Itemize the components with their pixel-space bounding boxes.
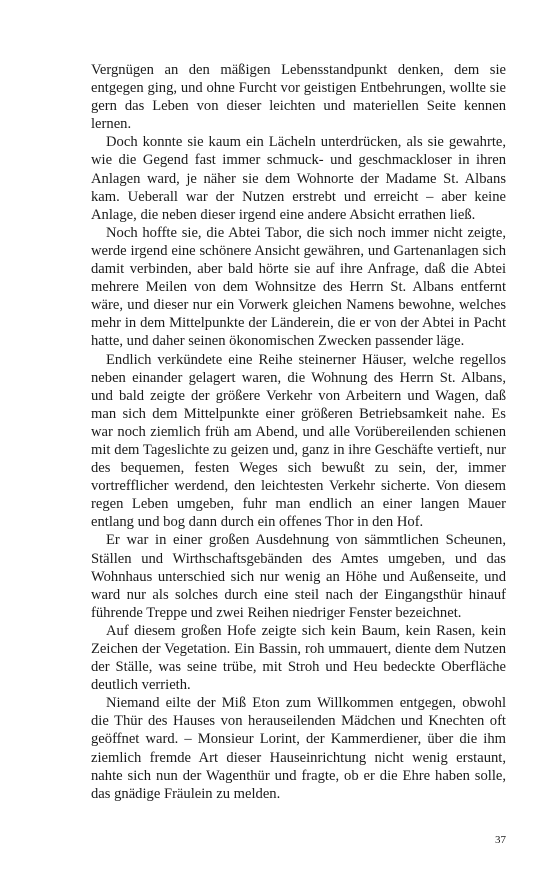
paragraph-6: Auf diesem großen Hofe zeigte sich kein Baum, kein Rasen, kein Zeichen der Vegetation. Ein Bassin, roh ummauert, diente dem Nutzen der Ställe, was seine trübe, mit Stroh und Heu bedeckte Oberfläche deutlich verrieth. — [91, 622, 506, 694]
page-body — [91, 61, 506, 803]
page-number: 37 — [495, 834, 506, 846]
paragraph-3: Noch hoffte sie, die Abtei Tabor, die sich noch immer nicht zeigte, werde irgend eine schönere Ansicht gewähren, und Gartenanlagen sich damit verbinden, aber bald hörte sie auf ihre Anfrage, daß die Abtei mehrere Meilen von dem Wohnsitze des Herrn St. Albans entfernt wäre, und dieser nur ein Vorwerk gleichen Namens bewohne, welches mehr in dem Mittelpunkte der Länderein, die er von der Abtei in Pacht hatte, und daher seinen ökonomischen Zwecken passender läge. — [91, 224, 506, 350]
paragraph-1: Vergnügen an den mäßigen Lebensstandpunkt denken, dem sie entgegen ging, und ohne Furcht vor geistigen Entbehrungen, wollte sie gern das Leben von dieser leichten und materiellen Seite kennen lernen. — [91, 62, 506, 133]
paragraph-5: Er war in einer großen Ausdehnung von sämmtlichen Scheunen, Ställen und Wirthschaftsgebänden des Amtes umgeben, und das Wohnhaus unterschied sich nur wenig an Höhe und Außenseite, und ward nur als solches durch eine steil nach der Eingangsthür hinauf führende Treppe und zwei Reihen niedriger Fenster bezeichnet. — [91, 532, 506, 621]
paragraph-7: Niemand eilte der Miß Eton zum Willkommen entgegen, obwohl die Thür des Hauses von herauseilenden Mädchen und Knechten oft geöffnet ward. – Monsieur Lorint, der Kammerdiener, über die ihm ziemlich fremde Art dieser Hauseinrichtung nicht wenig erstaunt, nahte sich nun der Wagenthür und fragte, ob er die Ehre haben solle, das gnädige Fräulein zu melden. — [91, 695, 506, 802]
paragraph-2: Doch konnte sie kaum ein Lächeln unterdrücken, als sie gewahrte, wie die Gegend fast immer schmuck- und geschmackloser in ihren Anlagen ward, je näher sie dem Wohnorte der Madame St. Albans kam. Ueberall war der Nutzen erstrebt und erreicht – aber keine Anlage, die neben dieser irgend eine andere Absicht errathen ließ. — [91, 134, 506, 223]
paragraph-4: Endlich verkündete eine Reihe steinerner Häuser, welche regellos neben einander gelagert waren, die Wohnung des Herrn St. Albans, und bald zeigte der größere Verkehr von Arbeitern und Wagen, daß man sich dem Mittelpunkte einer größeren Betriebsamkeit nahe. Es war noch ziemlich früh am Abend, und alle Vorübereilenden schienen mit dem Tageslichte zu geizen und, ganz in ihre Geschäfte vertieft, nur des bequemen, festen Weges sich bewußt zu sein, der, immer vortrefflicher werdend, den leichtesten Verkehr sicherte. Von diesem regen Leben umgeben, fuhr man endlich an einer langen Mauer entlang und bog dann durch ein offenes Thor in den Hof. — [91, 351, 506, 531]
